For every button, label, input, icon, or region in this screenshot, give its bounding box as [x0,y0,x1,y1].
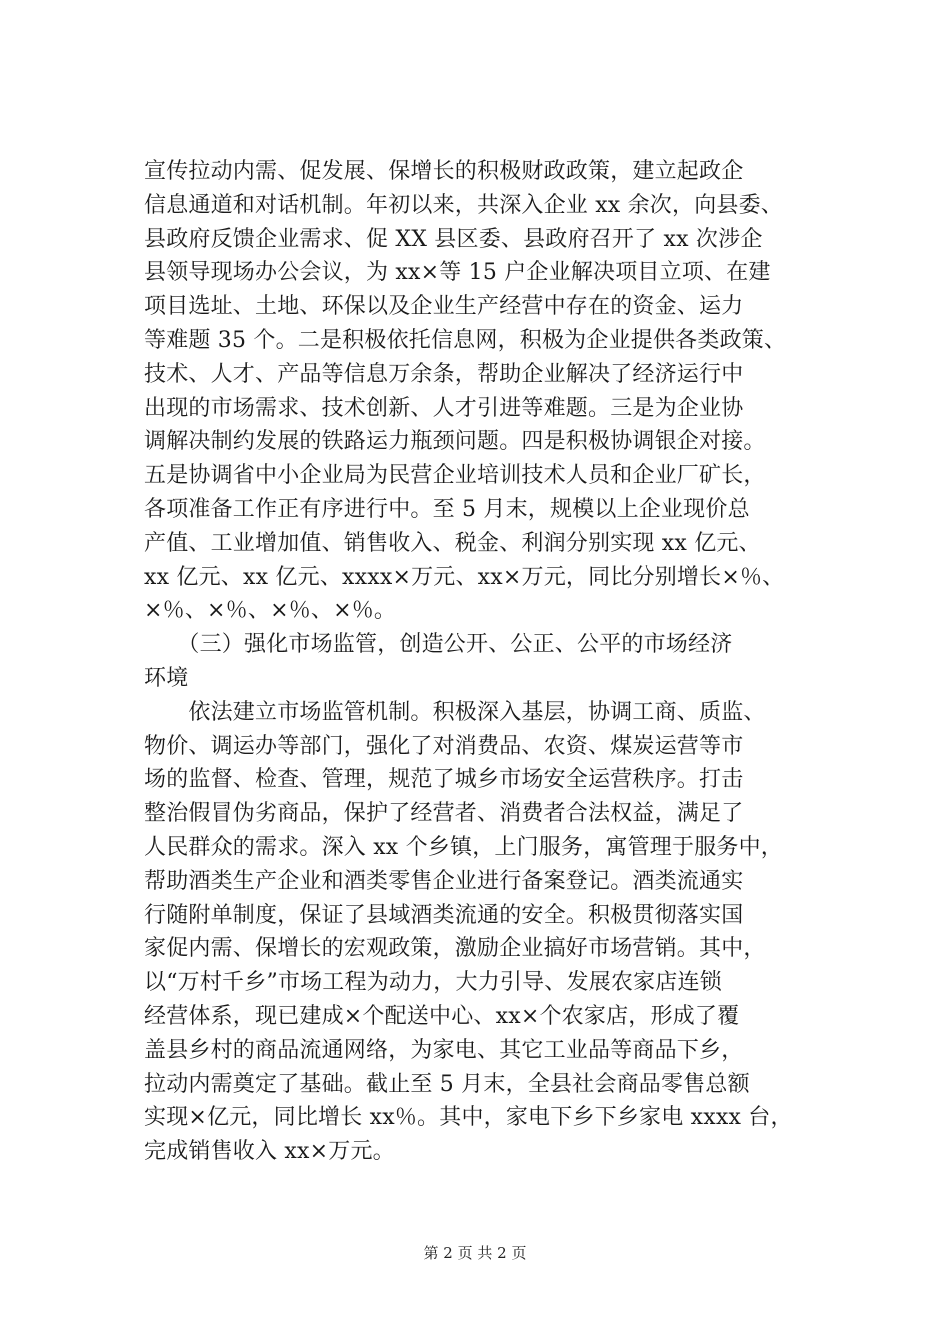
text-line: 完成销售收入 xx×万元。 [144,1139,395,1165]
text-line: 技术、人才、产品等信息万余条，帮助企业解决了经济运行中 [144,361,744,387]
text-line: 调解决制约发展的铁路运力瓶颈问题。四是积极协调银企对接。 [144,429,766,455]
text-line: 拉动内需奠定了基础。截止至 5 月末，全县社会商品零售总额 [144,1071,750,1097]
text-line: 场的监督、检查、管理，规范了城乡市场安全运营秩序。打击 [144,767,744,793]
text-line: 行随附单制度，保证了县域酒类流通的安全。积极贯彻落实国 [144,902,744,928]
section-heading: （三）强化市场监管，创造公开、公正、公平的市场经济 [144,632,733,658]
text-line: 信息通道和对话机制。年初以来，共深入企业 xx 余次，向县委、 [144,192,784,218]
text-line: ×％、×％、×％、×％。 [144,598,397,624]
text-line: 县领导现场办公会议，为 xx×等 15 户企业解决项目立项、在建 [144,260,771,286]
page-number-footer: 第 2 页 共 2 页 [423,1244,527,1262]
text-line: 县政府反馈企业需求、促 XX 县区委、县政府召开了 xx 次涉企 [144,226,763,252]
text-line: 帮助酒类生产企业和酒类零售企业进行备案登记。酒类流通实 [144,868,744,894]
section-heading-continued: 环境 [144,665,189,691]
text-line: 各项准备工作正有序进行中。至 5 月末，规模以上企业现价总 [144,496,750,522]
text-line: 出现的市场需求、技术创新、人才引进等难题。三是为企业协 [144,395,744,421]
text-line: 人民群众的需求。深入 xx 个乡镇，上门服务，寓管理于服务中， [144,834,784,860]
text-line: 产值、工业增加值、销售收入、税金、利润分别实现 xx 亿元、 [144,530,761,556]
document-body [144,155,834,1169]
text-line: 以“万村千乡”市场工程为动力，大力引导、发展农家店连锁 [144,970,722,996]
text-line: 实现×亿元，同比增长 xx％。其中，家电下乡下乡家电 xxxx 台， [144,1105,793,1131]
text-line: 物价、调运办等部门，强化了对消费品、农资、煤炭运营等市 [144,733,744,759]
text-line: 盖县乡村的商品流通网络，为家电、其它工业品等商品下乡， [144,1037,744,1063]
text-line: 整治假冒伪劣商品，保护了经营者、消费者合法权益，满足了 [144,801,744,827]
text-line: 项目选址、土地、环保以及企业生产经营中存在的资金、运力 [144,294,744,320]
text-line: 经营体系，现已建成×个配送中心、xx×个农家店，形成了覆 [144,1003,740,1029]
text-line: 五是协调省中小企业局为民营企业培训技术人员和企业厂矿长， [144,463,766,489]
text-line: 家促内需、保增长的宏观政策，激励企业搞好市场营销。其中， [144,936,766,962]
text-line: 依法建立市场监管机制。积极深入基层，协调工商、质监、 [144,699,766,725]
text-line: 宣传拉动内需、促发展、保增长的积极财政政策，建立起政企 [144,159,744,184]
text-line: 等难题 35 个。二是积极依托信息网，积极为企业提供各类政策、 [144,327,787,353]
text-line: xx 亿元、xx 亿元、xxxx×万元、xx×万元，同比分别增长×％、 [144,564,785,590]
